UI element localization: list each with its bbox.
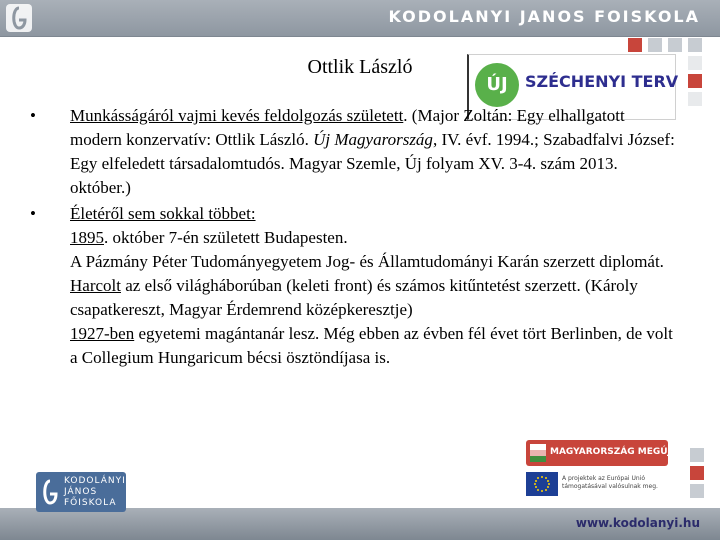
decor-square (690, 484, 704, 498)
institution-logo-icon (4, 2, 34, 34)
content-body (30, 104, 680, 370)
eu-support-text: A projektek az Európai Unió támogatásával valósulnak meg. (562, 475, 658, 490)
bullet1-italic: Új Magyarország (313, 130, 433, 149)
footer-logo-text (64, 476, 126, 509)
bullet1-underlined: Munkásságáról vajmi kevés feldolgozás született (70, 106, 404, 125)
page-title: Ottlik László (307, 56, 413, 78)
szechenyi-name: SZÉCHENYI TERV (525, 72, 679, 91)
magyarorszag-megujul-logo (526, 440, 684, 466)
list-item (30, 104, 680, 200)
header-bar (0, 0, 720, 37)
bullet2-line1 (70, 226, 680, 250)
decor-square (648, 38, 662, 52)
footer-logo-line: FŐISKOLA (64, 498, 117, 508)
bullet1-text-b: , IV. évf. 1994.; Szabadfalvi József: Egy elfeledett társadalomtudós. Magyar Szemle, Új folyam XV. 3-4. szám 2013. október.) (70, 130, 675, 197)
bullet-icon: • (30, 204, 36, 223)
decor-square (688, 74, 702, 88)
mo-text: MAGYARORSZÁG MEGÚJUL (550, 447, 684, 457)
bullet2-line3-text: az első világháborúban (keleti front) és számos kitűntetést szerzett. (Károly csapatkereszt, Magyar Érdemrend középkeresztje) (70, 276, 638, 319)
bullet2-line4-u: 1927-ben (70, 324, 135, 343)
bullet2-line3 (70, 274, 680, 322)
list-item (30, 202, 680, 370)
kodolanyi-footer-logo (36, 472, 126, 512)
bullet2-line2: A Pázmány Péter Tudományegyetem Jog- és Államtudományi Karán szerzett diplomát. (70, 252, 664, 271)
bullet2-line1-text: . október 7-én született Budapesten. (104, 228, 348, 247)
bullet1-text-a: . (Major Zoltán: Egy elhallgatott modern konzervatív: Ottlik László. (70, 106, 625, 149)
bullet2-line3-u: Harcolt (70, 276, 121, 295)
website-link[interactable]: www.kodolanyi.hu (575, 516, 700, 530)
bullet2-line4-text: egyetemi magántanár lesz. Még ebben az évben fél évet tört Berlinben, de volt a Collegium Hungaricum bécsi ösztöndíjasa is. (70, 324, 673, 367)
decor-square (688, 38, 702, 52)
decor-square (628, 38, 642, 52)
decor-square (690, 448, 704, 462)
hungarian-flag-icon (530, 444, 546, 462)
footer-logo-line: JÁNOS (64, 487, 98, 497)
decor-square (688, 92, 702, 106)
eu-flag-icon (526, 472, 558, 496)
bullet-icon: • (30, 106, 36, 125)
institution-logo-icon (40, 478, 60, 506)
bullet2-heading: Életéről sem sokkal többet: (70, 204, 256, 223)
bullet2-line1-u: 1895 (70, 228, 104, 247)
bullet2-line4 (70, 322, 680, 370)
decor-square (690, 466, 704, 480)
institution-name: KODOLANYI JANOS FOISKOLA (388, 7, 700, 26)
decor-square (688, 56, 702, 70)
decor-square (668, 38, 682, 52)
footer-logo-line: KODOLÁNYI (64, 476, 126, 486)
szechenyi-badge: ÚJ (475, 63, 519, 107)
